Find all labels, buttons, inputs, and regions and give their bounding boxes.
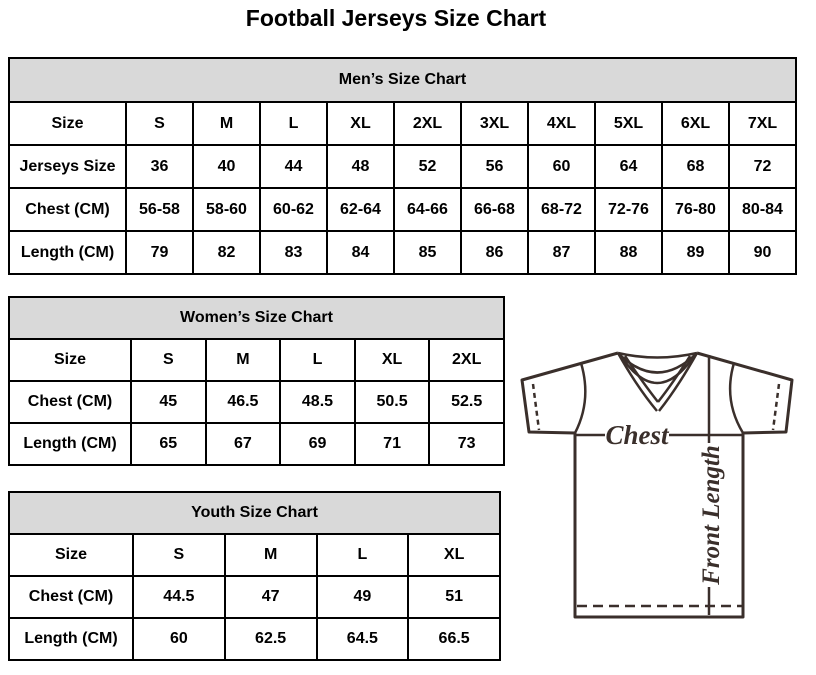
value-cell: 86 bbox=[461, 231, 528, 274]
table-header-row bbox=[9, 297, 504, 339]
value-cell: XL bbox=[408, 534, 500, 576]
row-label-cell: Length (CM) bbox=[9, 423, 131, 465]
row-label-cell: Chest (CM) bbox=[9, 381, 131, 423]
value-cell: 68-72 bbox=[528, 188, 595, 231]
table-header-row bbox=[9, 58, 796, 102]
value-cell: 44.5 bbox=[133, 576, 225, 618]
front-length-label: Front Length bbox=[698, 445, 725, 585]
left-armhole-seam bbox=[575, 363, 585, 433]
table-row bbox=[9, 339, 504, 381]
value-cell: L bbox=[280, 339, 355, 381]
jersey-outline bbox=[522, 353, 792, 617]
value-cell: 64.5 bbox=[317, 618, 409, 660]
value-cell: 2XL bbox=[429, 339, 504, 381]
table-row bbox=[9, 423, 504, 465]
value-cell: 44 bbox=[260, 145, 327, 188]
value-cell: 88 bbox=[595, 231, 662, 274]
row-label-cell: Jerseys Size bbox=[9, 145, 126, 188]
value-cell: 90 bbox=[729, 231, 796, 274]
table-row bbox=[9, 145, 796, 188]
value-cell: M bbox=[193, 102, 260, 145]
value-cell: 40 bbox=[193, 145, 260, 188]
value-cell: 71 bbox=[355, 423, 430, 465]
value-cell: M bbox=[225, 534, 317, 576]
right-armhole-seam bbox=[730, 363, 743, 433]
value-cell: 66-68 bbox=[461, 188, 528, 231]
youth-table-title: Youth Size Chart bbox=[9, 492, 500, 534]
value-cell: 36 bbox=[126, 145, 193, 188]
value-cell: 46.5 bbox=[206, 381, 281, 423]
value-cell: 3XL bbox=[461, 102, 528, 145]
value-cell: 5XL bbox=[595, 102, 662, 145]
right-sleeve-dashed-line bbox=[773, 384, 779, 430]
table-row bbox=[9, 231, 796, 274]
value-cell: 76-80 bbox=[662, 188, 729, 231]
table-row bbox=[9, 381, 504, 423]
value-cell: 52 bbox=[394, 145, 461, 188]
value-cell: 49 bbox=[317, 576, 409, 618]
mens-table-title: Men’s Size Chart bbox=[9, 58, 796, 102]
value-cell: 62-64 bbox=[327, 188, 394, 231]
value-cell: 69 bbox=[280, 423, 355, 465]
value-cell: 80-84 bbox=[729, 188, 796, 231]
value-cell: 52.5 bbox=[429, 381, 504, 423]
table-header-row bbox=[9, 492, 500, 534]
row-label-cell: Chest (CM) bbox=[9, 576, 133, 618]
value-cell: 4XL bbox=[528, 102, 595, 145]
value-cell: 45 bbox=[131, 381, 206, 423]
value-cell: 89 bbox=[662, 231, 729, 274]
value-cell: 83 bbox=[260, 231, 327, 274]
value-cell: L bbox=[317, 534, 409, 576]
value-cell: 48 bbox=[327, 145, 394, 188]
table-row bbox=[9, 618, 500, 660]
value-cell: 50.5 bbox=[355, 381, 430, 423]
row-label-cell: Size bbox=[9, 339, 131, 381]
value-cell: 66.5 bbox=[408, 618, 500, 660]
value-cell: 64 bbox=[595, 145, 662, 188]
value-cell: 79 bbox=[126, 231, 193, 274]
value-cell: M bbox=[206, 339, 281, 381]
value-cell: 56-58 bbox=[126, 188, 193, 231]
value-cell: 84 bbox=[327, 231, 394, 274]
table-row bbox=[9, 102, 796, 145]
value-cell: 73 bbox=[429, 423, 504, 465]
value-cell: 7XL bbox=[729, 102, 796, 145]
youth-size-chart-table bbox=[8, 491, 501, 661]
value-cell: 85 bbox=[394, 231, 461, 274]
womens-table-title: Women’s Size Chart bbox=[9, 297, 504, 339]
value-cell: S bbox=[126, 102, 193, 145]
value-cell: 60 bbox=[133, 618, 225, 660]
mens-size-chart-table bbox=[8, 57, 797, 275]
value-cell: L bbox=[260, 102, 327, 145]
chest-label: Chest bbox=[605, 420, 669, 450]
value-cell: 60-62 bbox=[260, 188, 327, 231]
value-cell: 65 bbox=[131, 423, 206, 465]
value-cell: XL bbox=[327, 102, 394, 145]
value-cell: 87 bbox=[528, 231, 595, 274]
row-label-cell: Length (CM) bbox=[9, 231, 126, 274]
value-cell: 62.5 bbox=[225, 618, 317, 660]
jersey-measurement-diagram bbox=[505, 335, 810, 630]
row-label-cell: Size bbox=[9, 534, 133, 576]
womens-size-chart-table bbox=[8, 296, 505, 466]
value-cell: 82 bbox=[193, 231, 260, 274]
value-cell: XL bbox=[355, 339, 430, 381]
value-cell: 56 bbox=[461, 145, 528, 188]
page-title: Football Jerseys Size Chart bbox=[245, 5, 547, 31]
value-cell: 67 bbox=[206, 423, 281, 465]
left-sleeve-dashed-line bbox=[533, 384, 539, 430]
value-cell: 6XL bbox=[662, 102, 729, 145]
value-cell: 51 bbox=[408, 576, 500, 618]
value-cell: 64-66 bbox=[394, 188, 461, 231]
value-cell: S bbox=[133, 534, 225, 576]
value-cell: S bbox=[131, 339, 206, 381]
value-cell: 72-76 bbox=[595, 188, 662, 231]
value-cell: 72 bbox=[729, 145, 796, 188]
table-row bbox=[9, 188, 796, 231]
value-cell: 68 bbox=[662, 145, 729, 188]
table-row bbox=[9, 534, 500, 576]
row-label-cell: Length (CM) bbox=[9, 618, 133, 660]
row-label-cell: Chest (CM) bbox=[9, 188, 126, 231]
table-row bbox=[9, 576, 500, 618]
value-cell: 60 bbox=[528, 145, 595, 188]
value-cell: 48.5 bbox=[280, 381, 355, 423]
value-cell: 58-60 bbox=[193, 188, 260, 231]
collar-top-line bbox=[618, 353, 697, 358]
value-cell: 47 bbox=[225, 576, 317, 618]
row-label-cell: Size bbox=[9, 102, 126, 145]
value-cell: 2XL bbox=[394, 102, 461, 145]
